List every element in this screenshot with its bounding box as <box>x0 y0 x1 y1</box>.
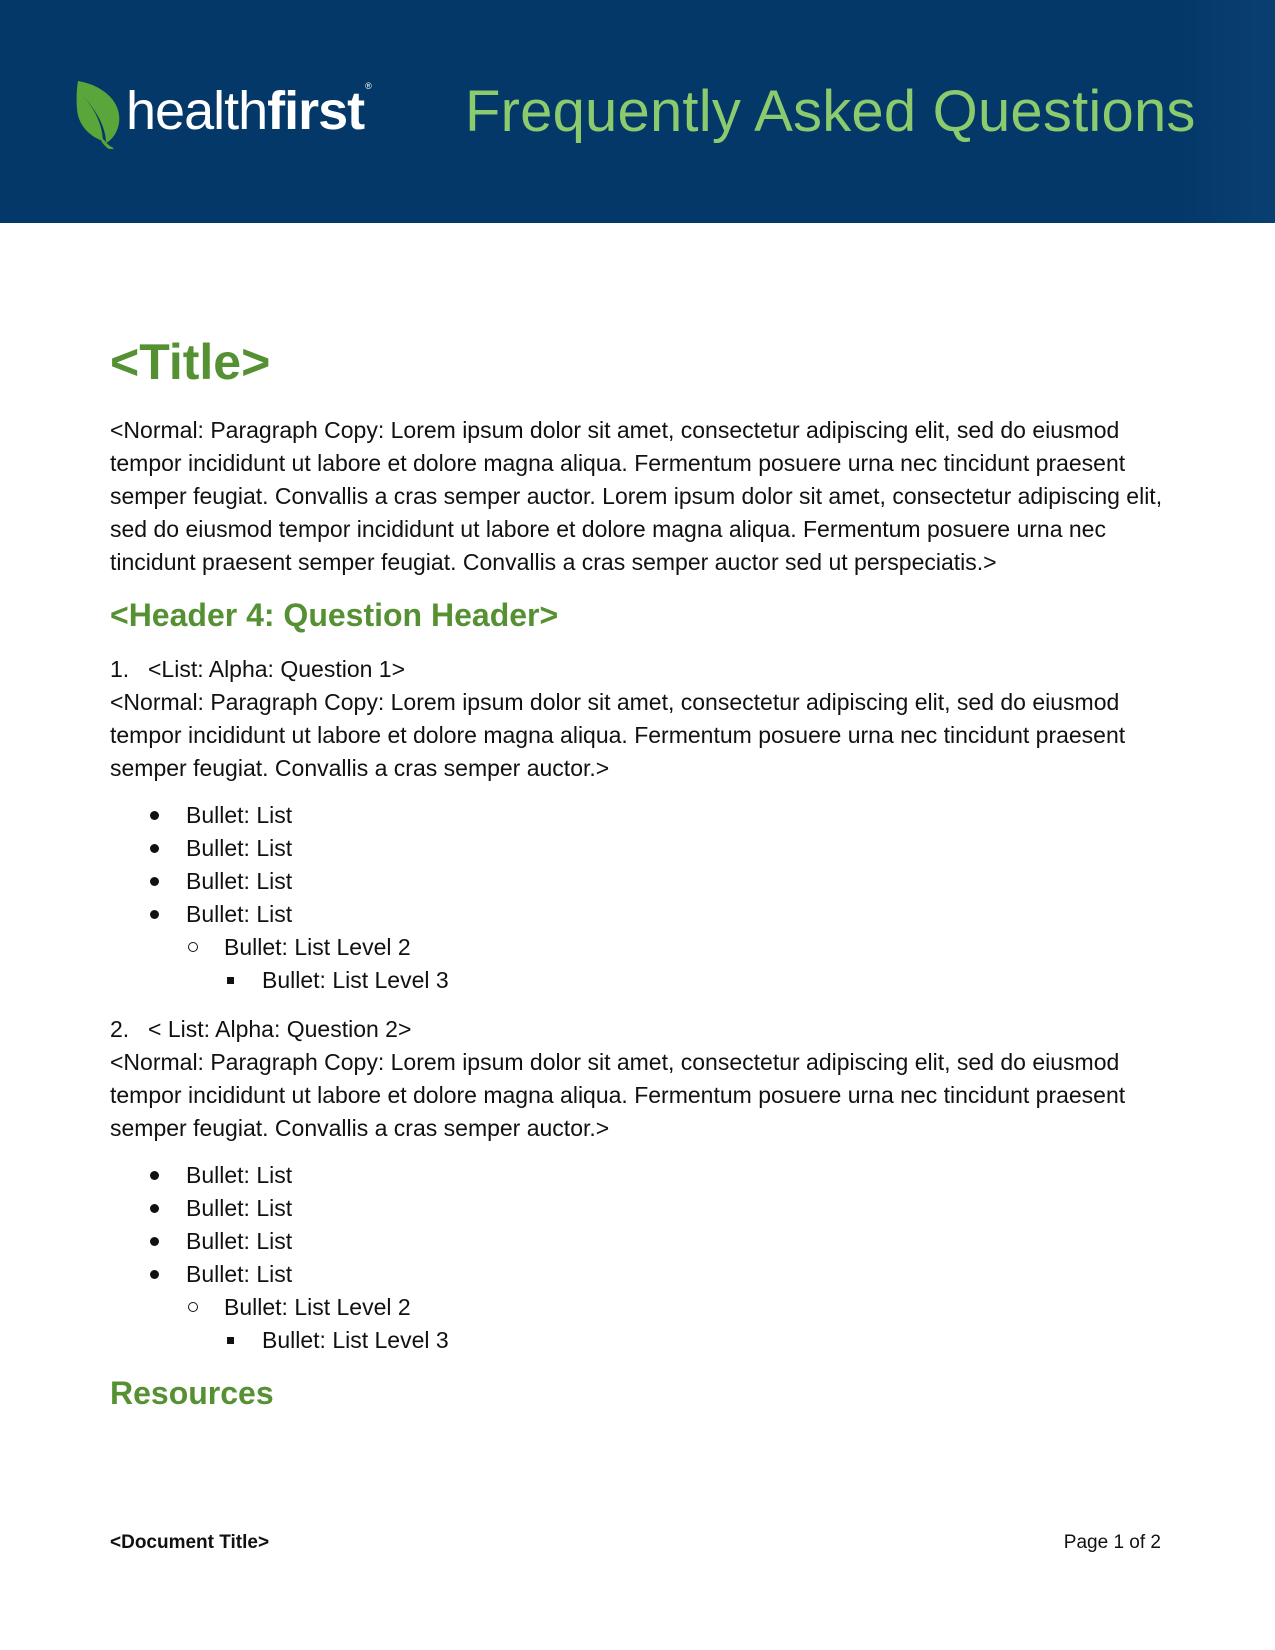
bullet-text: Bullet: List Level 2 <box>224 1293 411 1320</box>
bullet-text: Bullet: List <box>186 1194 293 1221</box>
question-number: 1. <box>110 655 130 682</box>
answer-paragraph: <Normal: Paragraph Copy: Lorem ipsum dolor sit amet, consectetur adipiscing elit, sed do eiusmod tempor incididunt ut labore et dolore magna aliqua. Fermentum posuere urna nec tincidunt praesent semper feugiat. Convallis a cras semper auctor.> <box>110 688 1126 781</box>
list-item <box>148 1159 1170 1192</box>
list-item <box>148 832 1170 865</box>
bullet-dot-icon <box>150 910 159 919</box>
question-section-header: <Header 4: Question Header> <box>110 597 559 633</box>
intro-paragraph: <Normal: Paragraph Copy: Lorem ipsum dolor sit amet, consectetur adipiscing elit, sed do eiusmod tempor incididunt ut labore et dolore magna aliqua. Fermentum posuere urna nec tincidunt praesent semper feugiat. Convallis a cras semper auctor. Lorem ipsum dolor sit amet, consectetur adipiscing elit, sed do eiusmod tempor incididunt ut labore et dolore magna aliqua. Fermentum posuere urna nec tincidunt praesent semper feugiat. Convallis a cras semper auctor sed ut perspeciatis.> <box>110 417 1163 575</box>
resources-header: Resources <box>110 1374 274 1411</box>
logo-wordmark <box>126 81 371 141</box>
question-number: 2. <box>110 1015 130 1042</box>
bullet-text: Bullet: List <box>186 1260 293 1287</box>
bullet-text: Bullet: List Level 2 <box>224 933 411 960</box>
document-title: <Title> <box>110 334 271 390</box>
bullet-dot-icon <box>150 1204 159 1213</box>
footer-document-title: <Document Title> <box>110 1532 270 1553</box>
healthfirst-logo <box>72 78 371 150</box>
bullet-circle-icon <box>188 1302 198 1312</box>
answer-paragraph: <Normal: Paragraph Copy: Lorem ipsum dolor sit amet, consectetur adipiscing elit, sed do eiusmod tempor incididunt ut labore et dolore magna aliqua. Fermentum posuere urna nec tincidunt praesent semper feugiat. Convallis a cras semper auctor.> <box>110 1048 1126 1141</box>
list-item <box>148 799 1170 832</box>
bullet-text: Bullet: List <box>186 867 293 894</box>
bullet-text: Bullet: List <box>186 801 293 828</box>
leaf-icon <box>72 79 124 149</box>
list-item-level-3 <box>148 1324 1170 1357</box>
list-item-level-2 <box>148 1291 1170 1324</box>
bullet-text: Bullet: List <box>186 834 293 861</box>
banner-title: Frequently Asked Questions <box>465 79 1196 144</box>
registered-mark: ® <box>365 81 371 91</box>
bullet-square-icon <box>227 977 234 984</box>
question-label: < List: Alpha: Question 2> <box>148 1015 412 1042</box>
question-item <box>110 653 1170 686</box>
bullet-dot-icon <box>150 844 159 853</box>
header-band <box>0 0 1275 223</box>
bullet-dot-icon <box>150 1171 159 1180</box>
bullet-dot-icon <box>150 1237 159 1246</box>
bullet-list <box>148 799 1170 997</box>
bullet-dot-icon <box>150 877 159 886</box>
question-item <box>110 1013 1170 1046</box>
bullet-text: Bullet: List <box>186 1161 293 1188</box>
bullet-text: Bullet: List Level 3 <box>262 966 449 993</box>
list-item <box>148 1192 1170 1225</box>
list-item <box>148 1258 1170 1291</box>
logo-light: health <box>126 81 268 141</box>
footer-page-number: Page 1 of 2 <box>1063 1532 1161 1553</box>
logo-bold: first <box>267 81 365 141</box>
question-label: <List: Alpha: Question 1> <box>148 655 406 682</box>
bullet-circle-icon <box>188 942 198 952</box>
bullet-text: Bullet: List Level 3 <box>262 1326 449 1353</box>
list-item <box>148 1225 1170 1258</box>
list-item-level-2 <box>148 931 1170 964</box>
document-body <box>110 335 1170 1430</box>
bullet-dot-icon <box>150 811 159 820</box>
list-item-level-3 <box>148 964 1170 997</box>
list-item <box>148 898 1170 931</box>
bullet-text: Bullet: List <box>186 1227 293 1254</box>
bullet-square-icon <box>227 1337 234 1344</box>
bullet-text: Bullet: List <box>186 900 293 927</box>
list-item <box>148 865 1170 898</box>
bullet-dot-icon <box>150 1270 159 1279</box>
bullet-list <box>148 1159 1170 1357</box>
